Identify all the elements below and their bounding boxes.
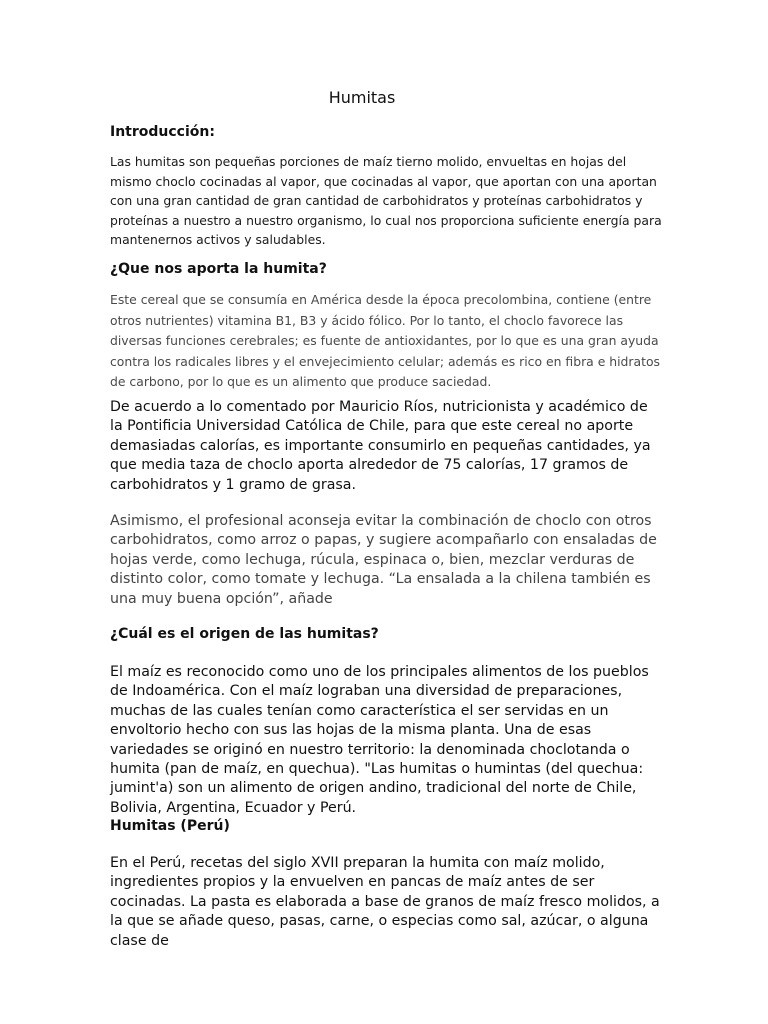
origen-heading: ¿Cuál es el origen de las humitas?	[110, 626, 379, 642]
aporte-paragraph-2: De acuerdo a lo comentado por Mauricio Ríos, nutricionista y académico de la Pontificia Universidad Católica de Chile, para que este cereal no aporte demasiadas calorías, es importante consumirlo en pequeñas cantidades, ya que media taza de choclo aporta alrededor de 75 calorías, 17 gramos de carbohidratos y 1 gramo de grasa.	[110, 399, 651, 493]
peru-heading: Humitas (Perú)	[110, 818, 230, 834]
peru-paragraph: En el Perú, recetas del siglo XVII preparan la humita con maíz molido, ingredientes propios y la envuelven en pancas de maíz antes de ser cocinadas. La pasta es elaborada a base de granos de maíz fresco molidos, a la que se añade queso, pasas, carne, o especias como sal, azúcar, o alguna clase de	[110, 855, 660, 949]
aporte-heading: ¿Que nos aporta la humita?	[110, 261, 327, 277]
origen-paragraph: El maíz es reconocido como uno de los principales alimentos de los pueblos de Indoamérica. Con el maíz lograban una diversidad de preparaciones, muchas de las cuales tenían como característica el ser servidas en un envoltorio hecho con sus las hojas de la misma planta. Una de esas variedades se originó en nuestro territorio: la denominada choclotanda o humita (pan de maíz, en quechua). "Las humitas o humintas (del quechua: jumint'a) son un alimento de origen andino, tradicional del norte de Chile, Bolivia, Argentina, Ecuador y Perú.	[110, 664, 649, 816]
intro-paragraph: Las humitas son pequeñas porciones de maíz tierno molido, envueltas en hojas del mismo choclo cocinadas al vapor, que cocinadas al vapor, que aportan con una aportan con una gran cantidad de gran cantidad de carbohidratos y proteínas carbohidratos y proteínas a nuestro a nuestro organismo, lo cual nos proporciona suficiente energía para mantenernos activos y saludables.	[110, 154, 662, 248]
aporte-paragraph-3: Asimismo, el profesional aconseja evitar la combinación de choclo con otros carbohidratos, como arroz o papas, y sugiere acompañarlo con ensaladas de hojas verde, como lechuga, rúcula, espinaca o, bien, mezclar verduras de distinto color, como tomate y lechuga. “La ensalada a la chilena también es una muy buena opción”, añade	[110, 513, 657, 607]
intro-heading: Introducción:	[110, 124, 215, 140]
aporte-paragraph-1: Este cereal que se consumía en América desde la época precolombina, contiene (entre otros nutrientes) vitamina B1, B3 y ácido fólico. Por lo tanto, el choclo favorece las diversas funciones cerebrales; es fuente de antioxidantes, por lo que es una gran ayuda contra los radicales libres y el envejecimiento celular; además es rico en fibra e hidratos de carbono, por lo que es un alimento que produce saciedad.	[110, 292, 661, 390]
document-title: Humitas	[328, 88, 396, 107]
